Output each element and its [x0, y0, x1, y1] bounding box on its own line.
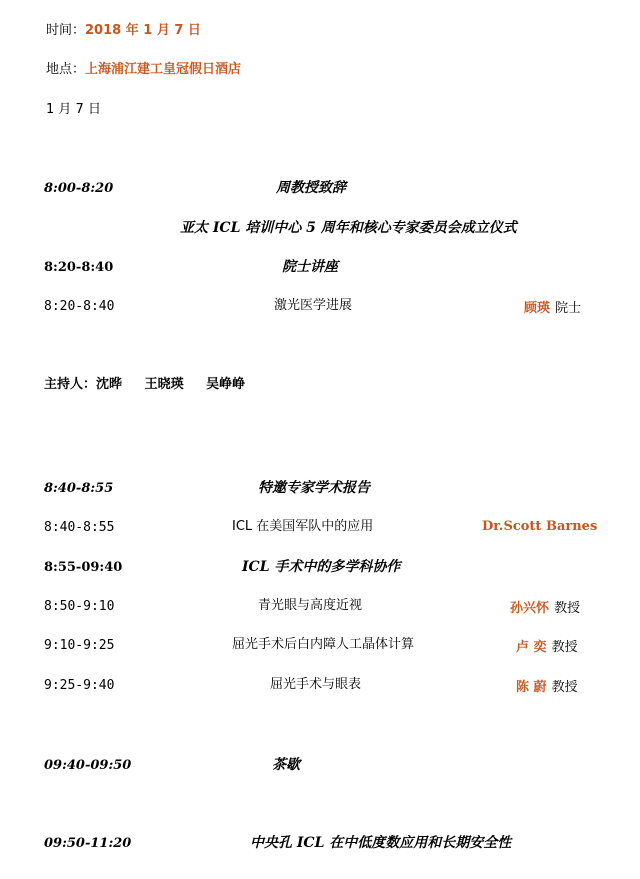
session-title: ICL 手术中的多学科协作 [242, 559, 401, 575]
talk-speaker-row [524, 299, 581, 315]
session-subtitle: 亚太 ICL 培训中心 5 周年和核心专家委员会成立仪式 [180, 220, 517, 236]
place-label: 地点： [46, 62, 86, 77]
talk-speaker-row [516, 638, 578, 654]
talk-topic: 屈光手术后白内障人工晶体计算 [232, 637, 415, 652]
talk-topic: 屈光手术与眼表 [270, 677, 362, 692]
session-time: 09:50-11:20 [44, 836, 132, 851]
session-title: 茶歇 [272, 757, 300, 773]
talk-speaker-row [510, 599, 580, 615]
talk-role: 教授 [554, 601, 581, 616]
talk-time: 9:25-9:40 [44, 678, 115, 693]
talk-role: 教授 [551, 680, 578, 695]
time-row [46, 24, 201, 37]
talk-speaker: 陈 蔚 [516, 680, 547, 695]
host-name: 王晓瑛 [144, 377, 184, 392]
host-name: 沈晔 [96, 377, 123, 392]
talk-time: 8:50-9:10 [44, 599, 115, 614]
session-time: 8:20-8:40 [44, 260, 114, 275]
session-title: 院士讲座 [282, 259, 338, 275]
time-label: 时间： [46, 23, 86, 38]
date-label: 1 月 7 日 [46, 102, 101, 117]
host-name: 吴峥峥 [206, 377, 246, 392]
talk-speaker: 卢 奕 [516, 640, 547, 655]
host-label: 主持人： [44, 377, 97, 392]
session-time: 09:40-09:50 [44, 758, 132, 773]
time-value: 2018 年 1 月 7 日 [85, 23, 201, 38]
talk-speaker-row [516, 678, 578, 694]
talk-time: 9:10-9:25 [44, 638, 115, 653]
talk-time: 8:20-8:40 [44, 299, 115, 314]
session-title: 周教授致辞 [276, 180, 346, 196]
talk-speaker: Dr.Scott Barnes [482, 519, 598, 534]
talk-topic: 青光眼与高度近视 [258, 598, 363, 613]
session-time: 8:40-8:55 [44, 481, 114, 496]
host-row [44, 378, 245, 391]
place-value: 上海浦江建工皇冠假日酒店 [85, 62, 242, 77]
session-time: 8:55-09:40 [44, 560, 123, 575]
talk-topic: ICL 在美国军队中的应用 [232, 519, 374, 534]
session-title: 中央孔 ICL 在中低度数应用和长期安全性 [250, 835, 512, 851]
place-row [46, 63, 241, 76]
talk-time: 8:40-8:55 [44, 520, 115, 535]
talk-role: 教授 [551, 640, 578, 655]
talk-topic: 激光医学进展 [274, 298, 353, 313]
talk-speaker: 孙兴怀 [510, 601, 550, 616]
talk-speaker: 顾瑛 [524, 301, 551, 316]
talk-role: 院士 [555, 301, 582, 316]
session-time: 8:00-8:20 [44, 181, 114, 196]
session-title: 特邀专家学术报告 [258, 480, 370, 496]
